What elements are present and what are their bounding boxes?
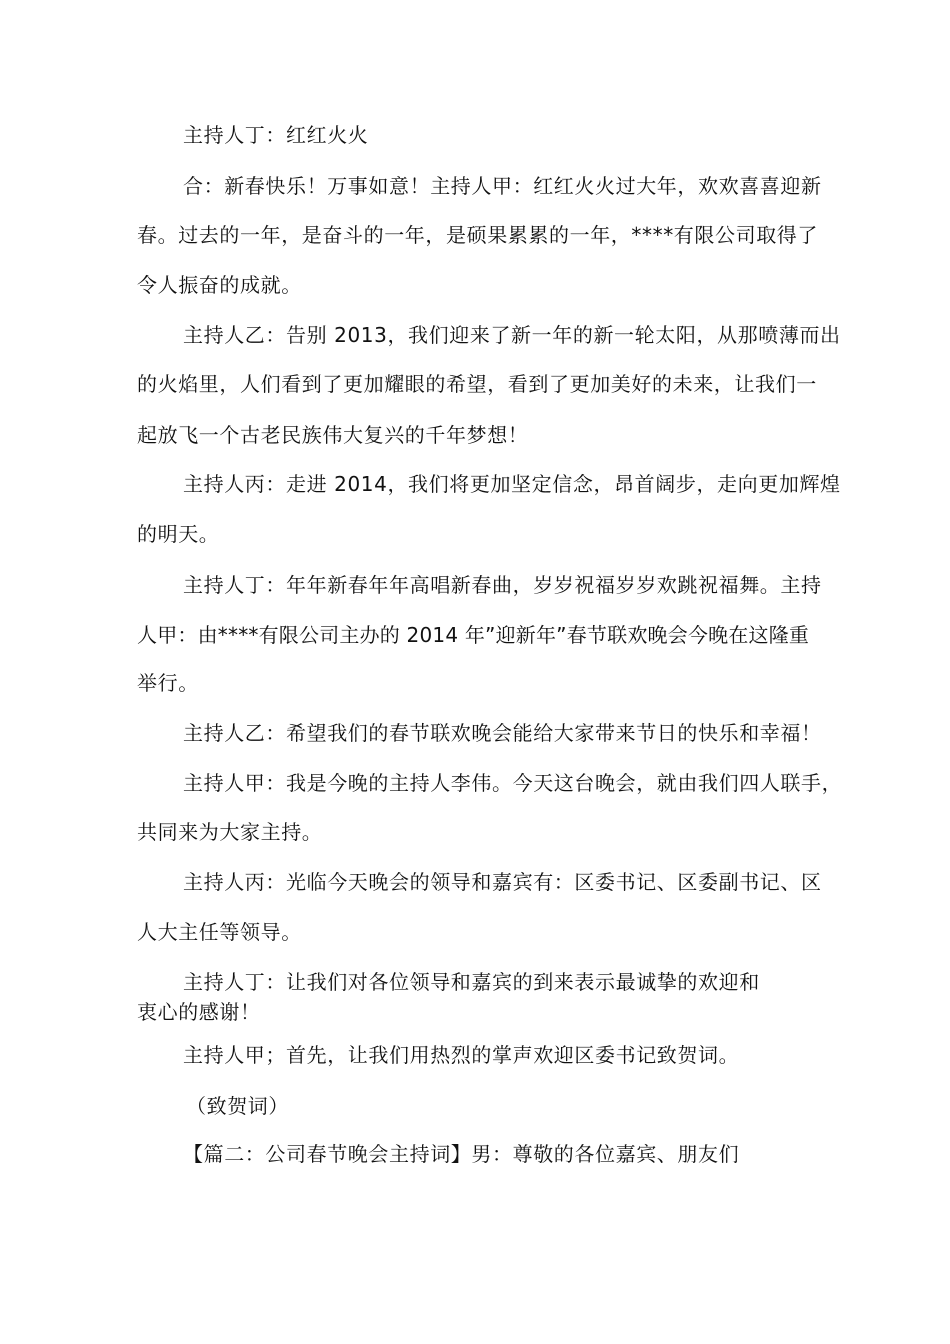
text-line: 的明天。 (137, 522, 220, 546)
text-line: 主持人丁：让我们对各位领导和嘉宾的到来表示最诚挚的欢迎和 (183, 970, 760, 994)
text-line: 人甲：由****有限公司主办的 2014 年”迎新年”春节联欢晚会今晚在这隆重 (137, 623, 810, 647)
text-line: 春。过去的一年，是奋斗的一年，是硕果累累的一年，****有限公司取得了 (137, 223, 818, 247)
text-line: 主持人丁：红红火火 (183, 123, 369, 147)
section-heading: 【篇二：公司春节晚会主持词】男：尊敬的各位嘉宾、朋友们 (183, 1142, 740, 1166)
text-line: （致贺词） (186, 1094, 289, 1118)
text-line: 主持人甲；首先，让我们用热烈的掌声欢迎区委书记致贺词。 (183, 1043, 740, 1067)
text-line: 主持人丁：年年新春年年高唱新春曲，岁岁祝福岁岁欢跳祝福舞。主持 (183, 573, 822, 597)
text-line: 举行。 (137, 671, 199, 695)
text-line: 主持人乙：希望我们的春节联欢晚会能给大家带来节日的快乐和幸福！ (183, 721, 822, 745)
text-line: 令人振奋的成就。 (137, 273, 302, 297)
text-line: 合：新春快乐！万事如意！主持人甲：红红火火过大年，欢欢喜喜迎新 (183, 174, 822, 198)
text-line: 主持人丙：光临今天晚会的领导和嘉宾有：区委书记、区委副书记、区 (183, 870, 822, 894)
text-line: 衷心的感谢！ (137, 1000, 261, 1024)
text-line: 的火焰里，人们看到了更加耀眼的希望，看到了更加美好的未来，让我们一 (137, 372, 817, 396)
text-line: 主持人乙：告别 2013，我们迎来了新一年的新一轮太阳，从那喷薄而出 (183, 323, 841, 347)
text-line: 共同来为大家主持。 (137, 820, 323, 844)
text-line: 起放飞一个古老民族伟大复兴的千年梦想！ (137, 423, 529, 447)
text-line: 主持人丙：走进 2014，我们将更加坚定信念，昂首阔步，走向更加辉煌 (183, 472, 841, 496)
text-line: 主持人甲：我是今晚的主持人李伟。今天这台晚会，就由我们四人联手， (183, 771, 843, 795)
text-line: 人大主任等领导。 (137, 920, 302, 944)
